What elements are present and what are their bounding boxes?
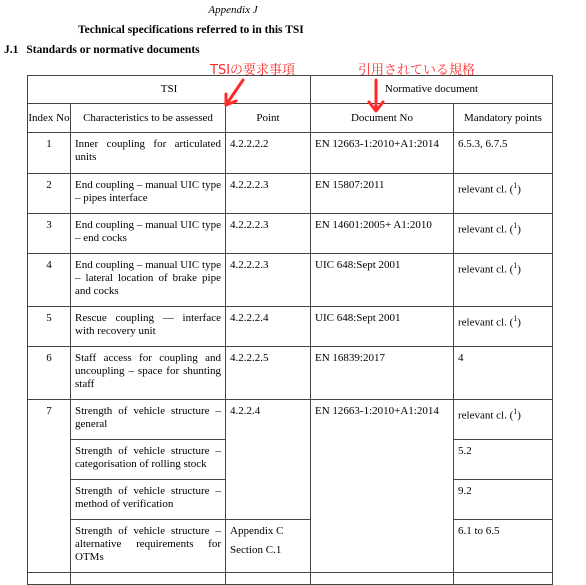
header-mandatory-points: Mandatory points [454,104,553,133]
section-title: Standards or normative documents [26,44,200,56]
empty-cell [71,573,226,585]
row-point: 4.2.2.2.4 [226,307,311,347]
mandatory-text: relevant cl. ( [458,223,514,236]
row-index: 5 [28,307,71,347]
row-mandatory [454,214,553,254]
row-document: EN 15807:2011 [311,174,454,214]
section-heading [4,44,200,56]
footnote-ref: 1 [513,181,518,190]
row-mandatory: 5.2 [454,440,553,480]
annotation-tsi-requirements: TSIの要求事項 [210,63,296,78]
row-characteristic: Strength of vehicle structure – general [71,400,226,440]
row-index: 4 [28,254,71,307]
row-document: UIC 648:Sept 2001 [311,254,454,307]
row-characteristic: End coupling – manual UIC type – lateral location of brake pipe and cocks [71,254,226,307]
row-document: EN 12663-1:2010+A1:2014 [311,133,454,174]
table-row [28,133,553,174]
appendix-label: Appendix J [208,4,258,16]
footnote-ref: 1 [513,261,518,270]
table-row-continuation [28,573,553,585]
row-document: EN 12663-1:2010+A1:2014 [311,400,454,573]
row-index: 3 [28,214,71,254]
header-point: Point [226,104,311,133]
section-number: J.1 [4,44,19,56]
footnote-ref: 1 [513,314,518,323]
empty-cell [28,573,71,585]
table-row [28,174,553,214]
row-mandatory [454,400,553,440]
mandatory-text: relevant cl. ( [458,316,514,329]
header-normative-document: Normative document [311,76,553,104]
row-point: 4.2.2.2.3 [226,254,311,307]
footnote-ref: 1 [513,221,518,230]
header-tsi: TSI [28,76,311,104]
table-header-row [28,104,553,133]
row-point: 4.2.2.4 [226,400,311,520]
row-index: 7 [28,400,71,573]
row-mandatory [454,254,553,307]
row-characteristic: End coupling – manual UIC type – end cocks [71,214,226,254]
page-title: Technical specifications referred to in this TSI [78,24,304,36]
row-point [226,520,311,573]
row-characteristic: Inner coupling for articulated units [71,133,226,174]
specifications-table [27,75,553,585]
row-characteristic: End coupling – manual UIC type – pipes interface [71,174,226,214]
row-mandatory [454,307,553,347]
annotation-referenced-standards: 引用されている規格 [358,63,476,78]
mandatory-text-end: ) [517,223,521,236]
table-header-row-group [28,76,553,104]
row-document: EN 16839:2017 [311,347,454,400]
mandatory-text: relevant cl. ( [458,183,514,196]
row-point: 4.2.2.2.5 [226,347,311,400]
mandatory-text-end: ) [517,409,521,422]
mandatory-text-end: ) [517,316,521,329]
table-row [28,254,553,307]
footnote-ref: 1 [513,407,518,416]
row-point: 4.2.2.2.3 [226,174,311,214]
row-characteristic: Staff access for coupling and uncoupling – space for shunting staff [71,347,226,400]
row-mandatory: 6.1 to 6.5 [454,520,553,573]
row-document: UIC 648:Sept 2001 [311,307,454,347]
mandatory-text: relevant cl. ( [458,263,514,276]
row-point: 4.2.2.2.2 [226,133,311,174]
table-row [28,520,553,573]
row-point: 4.2.2.2.3 [226,214,311,254]
row-mandatory: 4 [454,347,553,400]
mandatory-text-end: ) [517,263,521,276]
empty-cell [226,573,311,585]
table-row [28,307,553,347]
table-row [28,214,553,254]
row-characteristic: Strength of vehicle structure – alternative requirements for OTMs [71,520,226,573]
mandatory-text-end: ) [517,183,521,196]
header-index-no: Index No [28,104,71,133]
mandatory-text: relevant cl. ( [458,409,514,422]
row-mandatory: 6.5.3, 6.7.5 [454,133,553,174]
empty-cell [311,573,454,585]
row-index: 6 [28,347,71,400]
row-document: EN 14601:2005+ A1:2010 [311,214,454,254]
row-index: 1 [28,133,71,174]
point-appendix: Appendix C [230,525,284,537]
row-mandatory: 9.2 [454,480,553,520]
row-characteristic: Rescue coupling — interface with recovery unit [71,307,226,347]
header-document-no: Document No [311,104,454,133]
table-row [28,347,553,400]
empty-cell [454,573,553,585]
table-row [28,400,553,440]
row-characteristic: Strength of vehicle structure – method of verification [71,480,226,520]
point-section: Section C.1 [230,544,282,556]
row-characteristic: Strength of vehicle structure – categorisation of rolling stock [71,440,226,480]
header-characteristics: Characteristics to be assessed [71,104,226,133]
row-index: 2 [28,174,71,214]
row-mandatory [454,174,553,214]
